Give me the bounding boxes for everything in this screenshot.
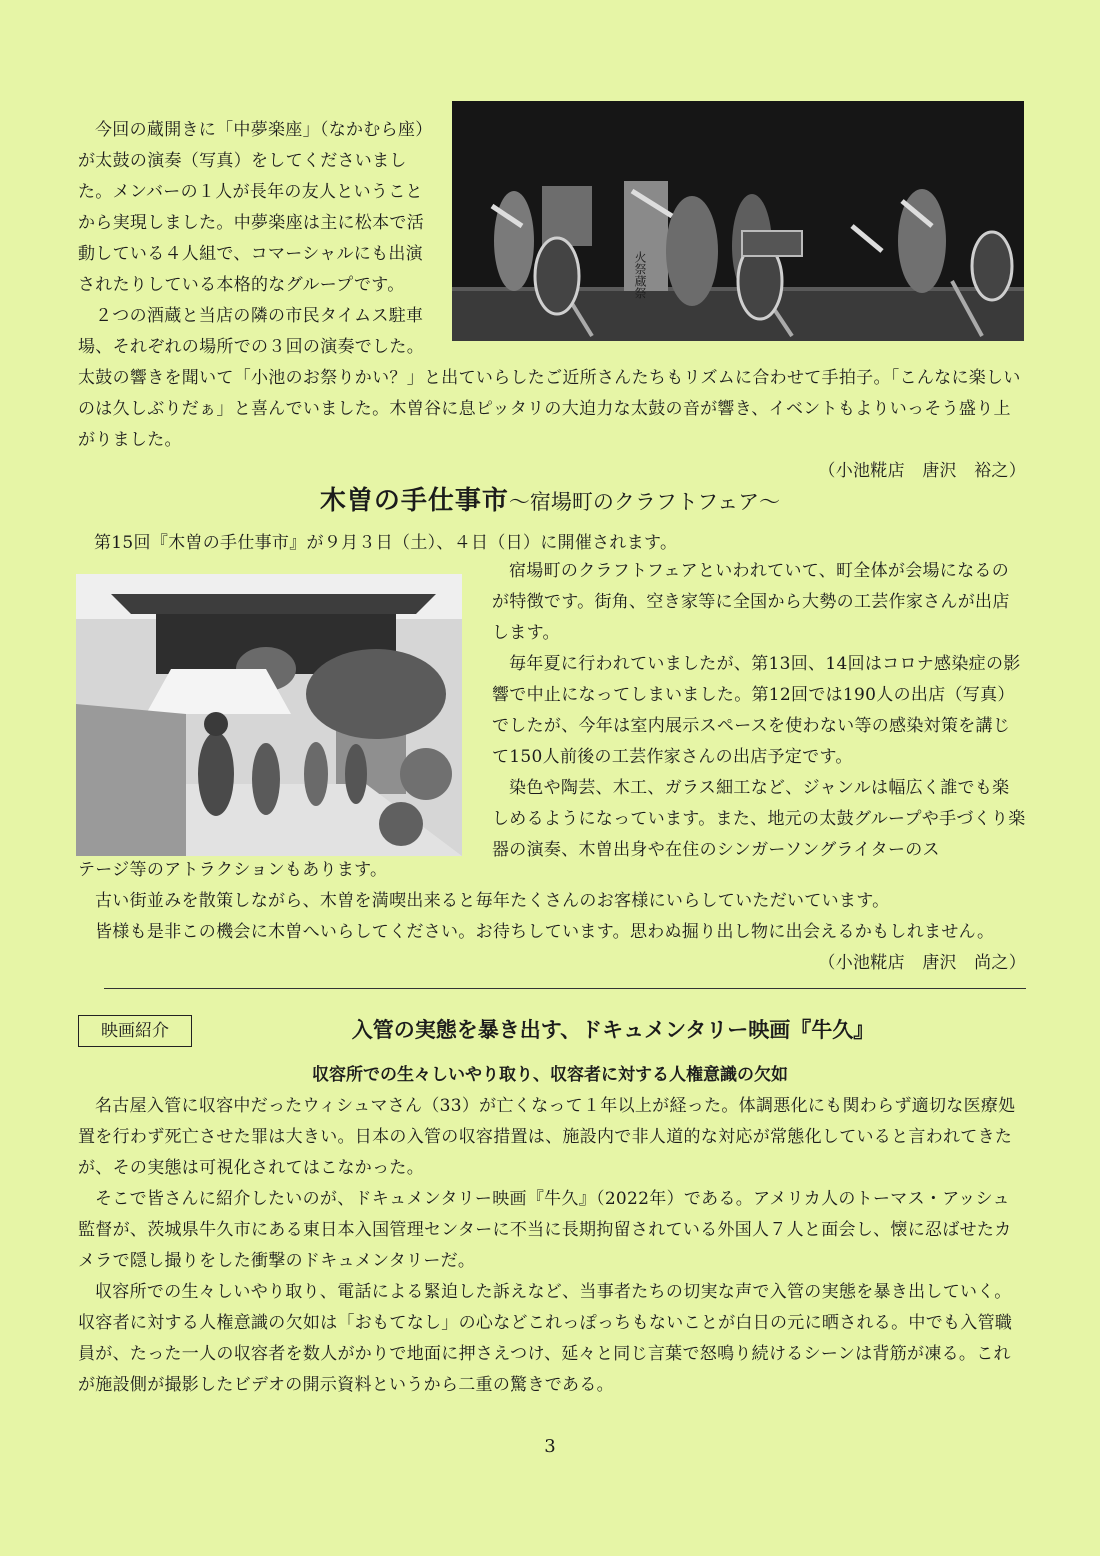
craft-fair-paragraph: テージ等のアトラクションもあります。 [78,860,388,880]
craft-fair-photo [76,574,462,856]
movie-paragraph: そこで皆さんに紹介したいのが、ドキュメンタリー映画『牛久』（2022年）である。アメリカ人のトーマス・アッシュ監督が、茨城県牛久市にある東日本入国管理センターに不当に長期拘留されている外国人７人と面会し、懐に忍ばせたカメラで隠し撮りをした衝撃のドキュメンタリーだ。 [78,1189,1012,1271]
movie-section-tag: 映画紹介 [78,1015,192,1047]
craft-fair-title-sub: ～宿場町のクラフトフェア～ [508,490,781,514]
movie-paragraph: 収容所での生々しいやり取り、電話による緊迫した訴えなど、当事者たちの切実な声で入管の実態を暴き出していく。収容者に対する人権意識の欠如は「おもてなし」の心などこれっぽっちもないことが白日の元に晒される。中でも入管職員が、たった一人の収容者を数人がかりで地面に押さえつけ、延々と同じ言葉で怒鳴り続けるシーンは背筋が凍る。これが施設側が撮影したビデオの開示資料というから二重の驚きである。 [78,1282,1013,1395]
movie-article [78,1091,1026,1401]
taiko-article-column [78,115,440,363]
taiko-credit: （小池糀店 唐沢 裕之） [818,461,1026,481]
craft-fair-title [0,480,1100,517]
page-number: 3 [544,1436,556,1457]
craft-photo-illustration [76,574,462,856]
craft-fair-paragraph: 染色や陶芸、木工、ガラス細工など、ジャンルは幅広く誰でも楽しめるようになっています。また、地元の太鼓グループや手づくり楽器の演奏、木曽出身や在住のシンガーソングライターのス [492,778,1026,860]
movie-title: 入管の実態を暴き出す、ドキュメンタリー映画『牛久』 [351,1018,875,1042]
craft-fair-full [78,855,1026,979]
movie-subtitle: 収容所での生々しいやり取り、収容者に対する人権意識の欠如 [312,1065,788,1085]
craft-fair-credit: （小池糀店 唐沢 尚之） [818,953,1026,973]
taiko-photo-illustration [452,101,1024,341]
movie-paragraph: 名古屋入管に収容中だったウィシュマさん（33）が亡くなって１年以上が経った。体調悪化にも関わらず適切な医療処置を行わず死亡させた罪は大きい。日本の入管の収容措置は、施設内で非人道的な対応が常態化していると言われてきたが、その実態は可視化されてはこなかった。 [78,1096,1016,1178]
taiko-paragraph: 今回の蔵開きに「中夢楽座」（なかむら座）が太鼓の演奏（写真）をしてくださいました。メンバーの１人が長年の友人ということから実現しました。中夢楽座は主に松本で活動している４人組で、コマーシャルにも出演されたりしている本格的なグループです。 [78,120,433,295]
taiko-performance-photo [452,101,1024,341]
craft-fair-paragraph: 古い街並みを散策しながら、木曽を満喫出来ると毎年たくさんのお客様にいらしていただいています。 [95,891,890,911]
craft-fair-title-main: 木曽の手仕事市 [319,486,509,516]
section-divider [104,988,1026,989]
craft-fair-paragraph: 毎年夏に行われていましたが、第13回、14回はコロナ感染症の影響で中止になってしまいました。第12回では190人の出店（写真）でしたが、今年は室内展示スペースを使わない等の感染対策を講じて150人前後の工芸作家さんの出店予定です。 [492,654,1021,767]
craft-fair-column [492,556,1026,866]
craft-fair-paragraph: 皆様も是非この機会に木曽へいらしてください。お待ちしています。思わぬ掘り出し物に出会えるかもしれません。 [95,922,995,942]
banner-text: 火祭蔵祭 [633,251,647,299]
taiko-article-full [78,363,1026,487]
taiko-paragraph: ２つの酒蔵と当店の隣の市民タイムス駐車場、それぞれの場所での３回の演奏でした。 [78,306,424,357]
taiko-paragraph: 太鼓の響きを聞いて「小池のお祭りかい？」と出ていらしたご近所さんたちもリズムに合わせて手拍子。「こんなに楽しいのは久しぶりだぁ」と喜んでいました。木曽谷に息ピッタリの大迫力な太鼓の音が響き、イベントもよりいっそう盛り上がりました。 [78,368,1021,450]
craft-fair-intro: 第15回『木曽の手仕事市』が９月３日（土）、４日（日）に開催されます。 [94,533,678,553]
craft-fair-paragraph: 宿場町のクラフトフェアといわれていて、町全体が会場になるのが特徴です。街角、空き家等に全国から大勢の工芸作家さんが出店します。 [492,561,1010,643]
